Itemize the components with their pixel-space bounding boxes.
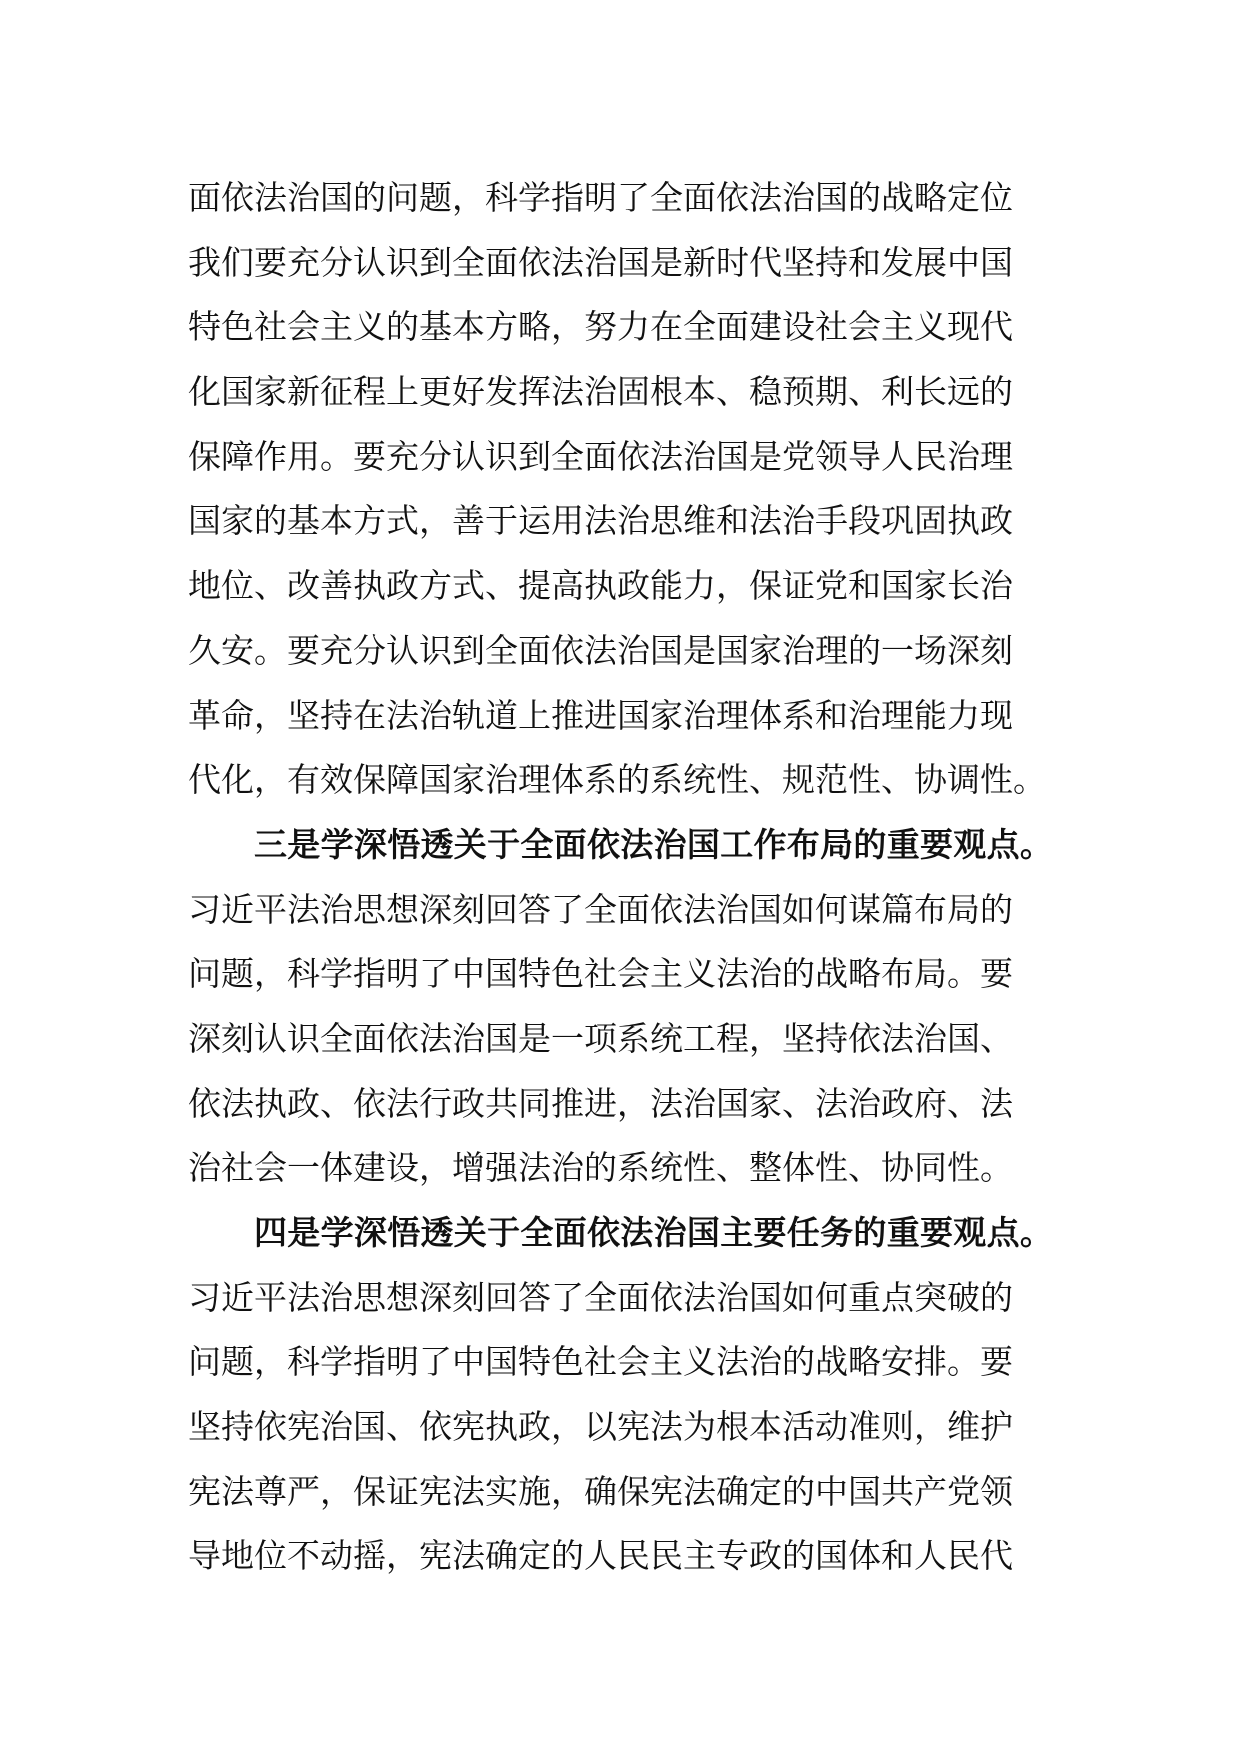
text-line: 深刻认识全面依法治国是一项系统工程，坚持依法治国、 (188, 1018, 1013, 1058)
text-line: 问题，科学指明了中国特色社会主义法治的战略安排。要 (188, 1342, 1013, 1382)
text-line: 宪法尊严，保证宪法实施，确保宪法确定的中国共产党领 (188, 1471, 1013, 1511)
text-line: 问题，科学指明了中国特色社会主义法治的战略布局。要 (188, 954, 1013, 994)
text-line: 保障作用。要充分认识到全面依法治国是党领导人民治理 (188, 436, 1013, 476)
text-line: 面依法治国的问题，科学指明了全面依法治国的战略定位 (188, 178, 1013, 217)
body-text (188, 166, 1068, 1589)
text-line: 代化，有效保障国家治理体系的系统性、规范性、协调性。 (188, 760, 1046, 800)
text-line: 习近平法治思想深刻回答了全面依法治国如何重点突破的 (188, 1277, 1013, 1317)
text-line: 特色社会主义的基本方略，努力在全面建设社会主义现代 (188, 307, 1013, 347)
text-line: 治社会一体建设，增强法治的系统性、整体性、协同性。 (188, 1148, 1013, 1188)
text-line: 革命，坚持在法治轨道上推进国家治理体系和治理能力现 (188, 695, 1013, 735)
text-line: 依法执政、依法行政共同推进，法治国家、法治政府、法 (188, 1083, 1013, 1123)
text-line: 化国家新征程上更好发挥法治固根本、稳预期、利长远的 (188, 372, 1013, 412)
section-heading-3: 三是学深悟透关于全面依法治国工作布局的重要观点。 (254, 824, 1054, 864)
text-line: 导地位不动摇，宪法确定的人民民主专政的国体和人民代 (188, 1536, 1013, 1576)
text-line: 坚持依宪治国、依宪执政，以宪法为根本活动准则，维护 (188, 1407, 1013, 1447)
text-line: 国家的基本方式，善于运用法治思维和法治手段巩固执政 (188, 501, 1013, 541)
text-line: 我们要充分认识到全面依法治国是新时代坚持和发展中国 (188, 242, 1013, 282)
text-line: 地位、改善执政方式、提高执政能力，保证党和国家长治 (188, 566, 1013, 606)
text-line: 久安。要充分认识到全面依法治国是国家治理的一场深刻 (188, 630, 1013, 670)
text-line: 习近平法治思想深刻回答了全面依法治国如何谋篇布局的 (188, 889, 1013, 929)
section-heading-4: 四是学深悟透关于全面依法治国主要任务的重要观点。 (254, 1213, 1054, 1252)
